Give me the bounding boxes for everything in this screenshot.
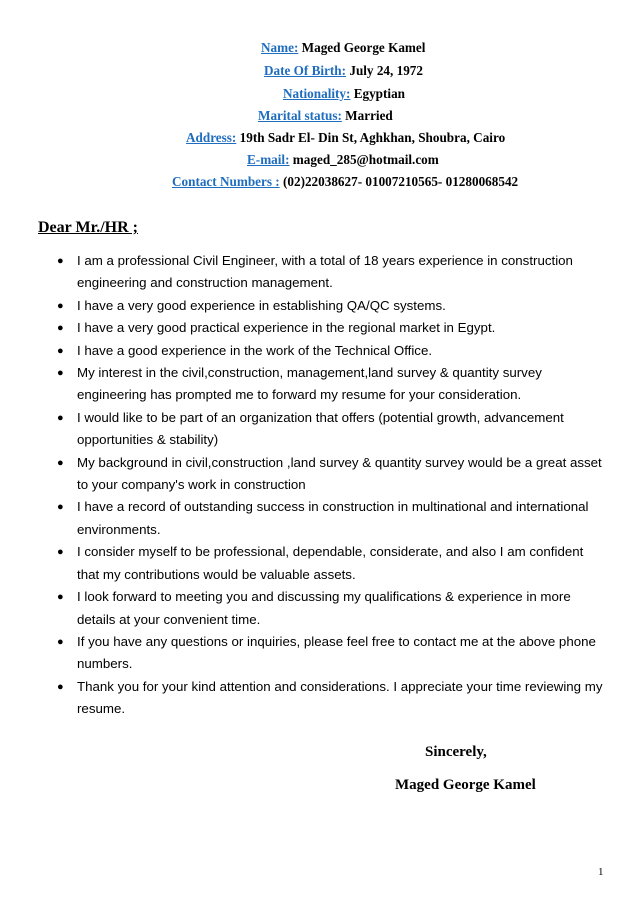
list-item-text: I have a very good practical experience in the regional market in Egypt. <box>77 320 496 336</box>
bullet-icon: ● <box>57 591 64 604</box>
list-item-text: I would like to be part of an organization that offers (potential growth, advancement opportunities & stability) <box>77 409 564 448</box>
list-item <box>0 676 607 721</box>
marital-value: Married <box>345 108 393 123</box>
list-item-text: I consider myself to be professional, dependable, considerate, and also I am confident that my contributions would be valuable assets. <box>77 544 584 582</box>
list-item <box>0 541 607 586</box>
list-item <box>0 586 607 631</box>
address-label: Address: <box>186 130 237 145</box>
email-value: maged_285@hotmail.com <box>292 152 439 167</box>
list-item-text: I have a very good experience in establishing QA/QC systems. <box>77 297 446 313</box>
list-item <box>0 340 607 362</box>
list-item <box>0 452 607 497</box>
name-label: Name: <box>261 40 299 55</box>
header-name-line <box>0 40 638 60</box>
list-item <box>0 407 607 452</box>
list-item-text: If you have any questions or inquiries, please feel free to contact me at the above phone numbers. <box>77 633 596 672</box>
list-item <box>0 496 607 541</box>
list-item <box>0 250 607 295</box>
sincerely-text: Sincerely, <box>425 744 487 760</box>
list-item-text: I have a record of outstanding success in construction in multinational and international environments. <box>77 499 589 537</box>
list-item-text: Thank you for your kind attention and considerations. I appreciate your time reviewing my resume. <box>77 678 603 717</box>
list-item <box>0 295 607 317</box>
list-item <box>0 631 607 676</box>
header-dob-line <box>0 63 638 83</box>
name-value: Maged George Kamel <box>301 40 426 55</box>
list-item-text: I have a good experience in the work of the Technical Office. <box>77 342 433 358</box>
dob-value: July 24, 1972 <box>349 63 423 78</box>
dob-label: Date Of Birth: <box>264 63 347 78</box>
bullet-icon: ● <box>57 501 64 514</box>
page-number: 1 <box>598 866 604 878</box>
email-label: E-mail: <box>247 152 290 167</box>
marital-label: Marital status: <box>258 108 342 123</box>
list-item-text: I am a professional Civil Engineer, with a total of 18 years experience in construction engineering and construction management. <box>77 253 573 291</box>
bullet-list <box>0 250 638 721</box>
header-email-line <box>0 152 638 172</box>
bullet-icon: ● <box>57 344 64 357</box>
greeting: Dear Mr./HR ; <box>38 219 138 236</box>
list-item-text: My background in civil,construction ,land survey & quantity survey would be a great asset to your company's work in construction <box>77 454 602 493</box>
bullet-icon: ● <box>57 635 64 648</box>
bullet-icon: ● <box>57 456 64 469</box>
header-marital-line <box>0 108 638 128</box>
contact-value: (02)22038627- 01007210565- 01280068542 <box>282 174 519 189</box>
address-value: 19th Sadr El- Din St, Aghkhan, Shoubra, Cairo <box>239 130 506 145</box>
bullet-icon: ● <box>57 411 64 424</box>
nationality-value: Egyptian <box>353 86 406 101</box>
nationality-label: Nationality: <box>283 86 351 101</box>
list-item-text: I look forward to meeting you and discussing my qualifications & experience in more details at your convenient time. <box>77 589 571 627</box>
list-item-text: My interest in the civil,construction, management,land survey & quantity survey engineering has prompted me to forward my resume for your consideration. <box>77 365 542 403</box>
bullet-icon: ● <box>57 546 64 559</box>
bullet-icon: ● <box>57 680 64 693</box>
header-nationality-line <box>0 86 638 106</box>
bullet-icon: ● <box>57 299 64 312</box>
signature-name: Maged George Kamel <box>395 777 536 793</box>
header-address-line <box>0 130 638 150</box>
bullet-icon: ● <box>57 367 64 380</box>
contact-label: Contact Numbers : <box>172 174 280 189</box>
header-contact-line <box>0 174 638 194</box>
bullet-icon: ● <box>57 322 64 335</box>
list-item <box>0 362 607 407</box>
list-item <box>0 317 607 339</box>
bullet-icon: ● <box>57 255 64 267</box>
